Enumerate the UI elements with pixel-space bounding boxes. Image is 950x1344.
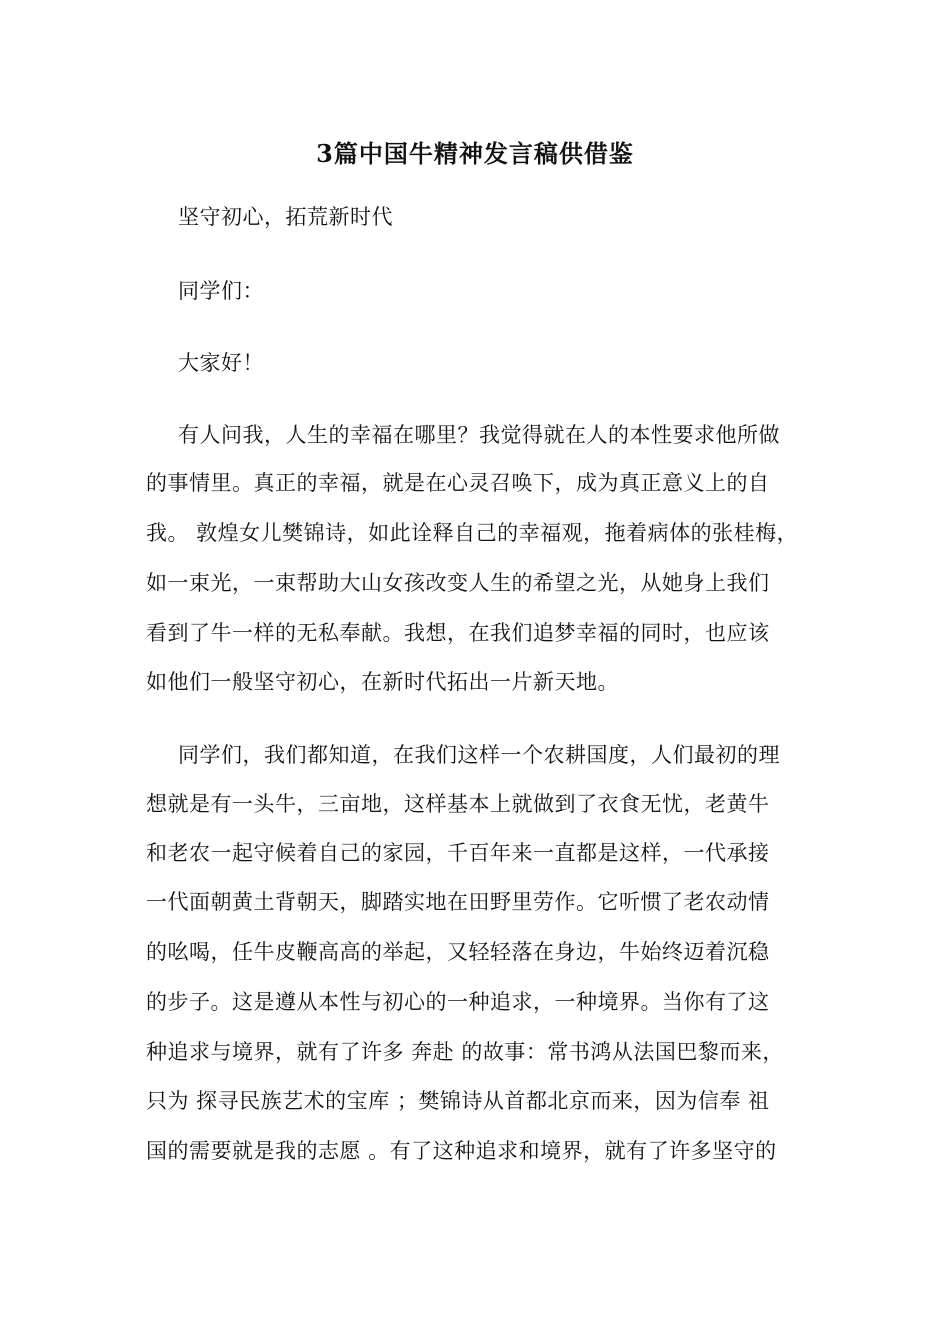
paragraph-2-line: 一代面朝黄土背朝天，脚踏实地在田野里劳作。它听惯了老农动情: [146, 890, 770, 914]
paragraph-1-line: 的事情里。真正的幸福，就是在心灵召唤下，成为真正意义上的自: [146, 471, 770, 495]
paragraph-1-line: 如他们一般坚守初心，在新时代拓出一片新天地。: [146, 670, 619, 694]
paragraph-1-line: 有人问我，人生的幸福在哪里？我觉得就在人的本性要求他所做: [178, 423, 780, 447]
paragraph-2-line: 国的需要就是我的志愿 。有了这种追求和境界，就有了许多坚守的: [146, 1139, 777, 1163]
paragraph-1-line: 如一束光，一束帮助大山女孩改变人生的希望之光，从她身上我们: [146, 571, 770, 595]
greeting: 大家好！: [178, 351, 264, 375]
document-title: 3篇中国牛精神发言稿供借鉴: [316, 139, 634, 168]
subtitle: 坚守初心，拓荒新时代: [178, 205, 393, 229]
paragraph-1-line: 看到了牛一样的无私奉献。我想，在我们追梦幸福的同时，也应该: [146, 621, 770, 645]
paragraph-2-line: 同学们，我们都知道，在我们这样一个农耕国度，人们最初的理: [178, 743, 780, 767]
paragraph-2-line: 只为 探寻民族艺术的宝库 ；樊锦诗从首都北京而来，因为信奉 祖: [146, 1089, 770, 1113]
paragraph-2-line: 和老农一起守候着自己的家园，千百年来一直都是这样，一代承接: [146, 841, 770, 865]
paragraph-2-line: 种追求与境界，就有了许多 奔赴 的故事：常书鸿从法国巴黎而来，: [146, 1040, 784, 1064]
paragraph-1-line: 我。 敦煌女儿樊锦诗，如此诠释自己的幸福观，拖着病体的张桂梅，: [146, 521, 799, 545]
paragraph-2-line: 的吆喝，任牛皮鞭高高的举起，又轻轻落在身边，牛始终迈着沉稳: [146, 940, 770, 964]
paragraph-2-line: 的步子。这是遵从本性与初心的一种追求，一种境界。当你有了这: [146, 990, 770, 1014]
paragraph-2-line: 想就是有一头牛，三亩地，这样基本上就做到了衣食无忧，老黄牛: [146, 792, 770, 816]
salutation: 同学们：: [178, 279, 264, 303]
